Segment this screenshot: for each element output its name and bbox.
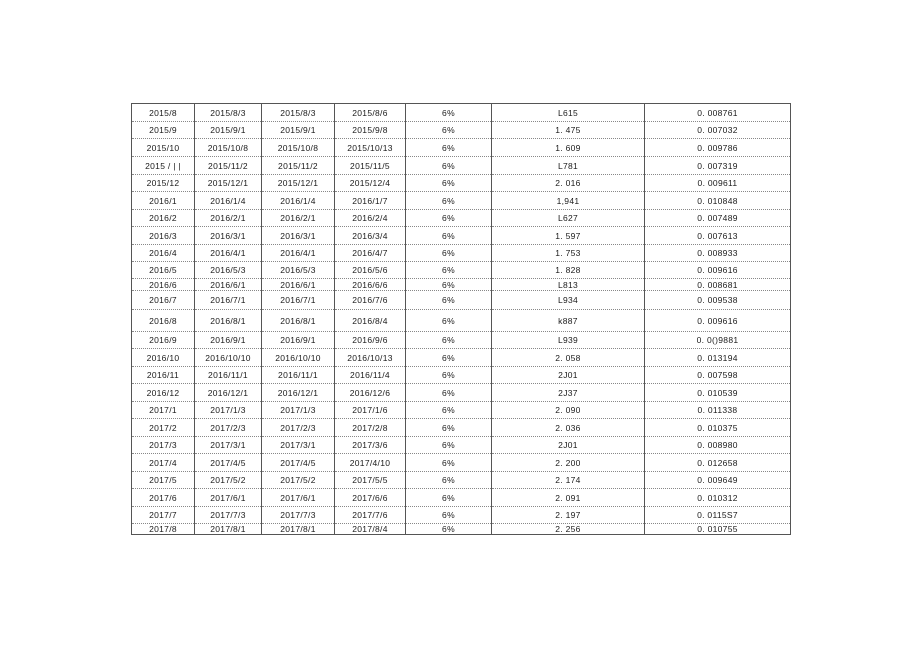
date-c-cell: 2016/4/7 xyxy=(335,245,406,262)
value-cell: 2. 256 xyxy=(492,524,645,535)
table-row xyxy=(132,367,791,384)
month-cell: 2016/11 xyxy=(132,367,195,384)
ratio-cell: 0. 010375 xyxy=(645,419,791,437)
rate-cell: 6% xyxy=(406,122,492,139)
rate-cell: 6% xyxy=(406,367,492,384)
date-b-cell: 2015/12/1 xyxy=(262,175,335,192)
table-row xyxy=(132,349,791,367)
date-c-cell: 2016/10/13 xyxy=(335,349,406,367)
ratio-cell: 0. 010539 xyxy=(645,384,791,402)
date-a-cell: 2015/8/3 xyxy=(195,104,262,122)
value-cell: L781 xyxy=(492,157,645,175)
ratio-cell: 0. 010848 xyxy=(645,192,791,210)
value-cell: 1. 609 xyxy=(492,139,645,157)
date-c-cell: 2016/6/6 xyxy=(335,279,406,291)
date-a-cell: 2016/1/4 xyxy=(195,192,262,210)
ratio-cell: 0. 007032 xyxy=(645,122,791,139)
value-cell: 2J37 xyxy=(492,384,645,402)
table-row xyxy=(132,507,791,524)
table-row xyxy=(132,437,791,454)
table-row xyxy=(132,384,791,402)
table-row xyxy=(132,291,791,310)
rate-cell: 6% xyxy=(406,472,492,489)
ratio-cell: 0. 007613 xyxy=(645,227,791,245)
table-row xyxy=(132,175,791,192)
date-b-cell: 2016/10/10 xyxy=(262,349,335,367)
table-row xyxy=(132,310,791,332)
month-cell: 2017/5 xyxy=(132,472,195,489)
value-cell: 2J01 xyxy=(492,367,645,384)
date-b-cell: 2017/5/2 xyxy=(262,472,335,489)
date-a-cell: 2017/3/1 xyxy=(195,437,262,454)
value-cell: L615 xyxy=(492,104,645,122)
date-c-cell: 2016/9/6 xyxy=(335,332,406,349)
date-b-cell: 2016/9/1 xyxy=(262,332,335,349)
ratio-cell: 0. 012658 xyxy=(645,454,791,472)
value-cell: 1. 475 xyxy=(492,122,645,139)
ratio-cell: 0. 008980 xyxy=(645,437,791,454)
value-cell: 2. 090 xyxy=(492,402,645,419)
date-c-cell: 2016/11/4 xyxy=(335,367,406,384)
value-cell: 2. 200 xyxy=(492,454,645,472)
rate-cell: 6% xyxy=(406,402,492,419)
value-cell: 2. 036 xyxy=(492,419,645,437)
month-cell: 2015/9 xyxy=(132,122,195,139)
date-c-cell: 2016/12/6 xyxy=(335,384,406,402)
value-cell: L939 xyxy=(492,332,645,349)
date-b-cell: 2017/6/1 xyxy=(262,489,335,507)
month-cell: 2017/7 xyxy=(132,507,195,524)
ratio-cell: 0. 010312 xyxy=(645,489,791,507)
value-cell: 2. 058 xyxy=(492,349,645,367)
rate-cell: 6% xyxy=(406,227,492,245)
table-row xyxy=(132,279,791,291)
rate-cell: 6% xyxy=(406,279,492,291)
ratio-cell: 0. 009616 xyxy=(645,262,791,279)
date-c-cell: 2016/3/4 xyxy=(335,227,406,245)
month-cell: 2015/12 xyxy=(132,175,195,192)
date-a-cell: 2017/5/2 xyxy=(195,472,262,489)
month-cell: 2015/10 xyxy=(132,139,195,157)
table-row xyxy=(132,524,791,535)
rate-cell: 6% xyxy=(406,489,492,507)
value-cell: 2. 016 xyxy=(492,175,645,192)
date-a-cell: 2016/2/1 xyxy=(195,210,262,227)
rate-cell: 6% xyxy=(406,210,492,227)
table-row xyxy=(132,192,791,210)
value-cell: 2. 197 xyxy=(492,507,645,524)
month-cell: 2016/3 xyxy=(132,227,195,245)
rate-cell: 6% xyxy=(406,349,492,367)
date-a-cell: 2017/4/5 xyxy=(195,454,262,472)
rate-cell: 6% xyxy=(406,524,492,535)
table-row xyxy=(132,210,791,227)
month-cell: 2016/5 xyxy=(132,262,195,279)
value-cell: 2J01 xyxy=(492,437,645,454)
ratio-cell: 0. 0()9881 xyxy=(645,332,791,349)
rate-cell: 6% xyxy=(406,175,492,192)
ratio-cell: 0. 013194 xyxy=(645,349,791,367)
month-cell: 2017/3 xyxy=(132,437,195,454)
date-b-cell: 2016/2/1 xyxy=(262,210,335,227)
date-c-cell: 2015/11/5 xyxy=(335,157,406,175)
month-cell: 2016/4 xyxy=(132,245,195,262)
date-a-cell: 2016/6/1 xyxy=(195,279,262,291)
table-row xyxy=(132,104,791,122)
date-c-cell: 2015/9/8 xyxy=(335,122,406,139)
date-c-cell: 2016/7/6 xyxy=(335,291,406,310)
table-row xyxy=(132,472,791,489)
date-a-cell: 2016/5/3 xyxy=(195,262,262,279)
date-a-cell: 2016/8/1 xyxy=(195,310,262,332)
date-b-cell: 2016/3/1 xyxy=(262,227,335,245)
date-b-cell: 2017/8/1 xyxy=(262,524,335,535)
rate-cell: 6% xyxy=(406,454,492,472)
date-a-cell: 2015/11/2 xyxy=(195,157,262,175)
date-c-cell: 2017/7/6 xyxy=(335,507,406,524)
date-b-cell: 2015/8/3 xyxy=(262,104,335,122)
ratio-cell: 0. 008681 xyxy=(645,279,791,291)
month-cell: 2017/8 xyxy=(132,524,195,535)
date-b-cell: 2015/10/8 xyxy=(262,139,335,157)
table-row xyxy=(132,157,791,175)
date-c-cell: 2017/8/4 xyxy=(335,524,406,535)
date-a-cell: 2016/12/1 xyxy=(195,384,262,402)
rate-cell: 6% xyxy=(406,192,492,210)
month-cell: 2017/6 xyxy=(132,489,195,507)
ratio-cell: 0. 009616 xyxy=(645,310,791,332)
value-cell: k887 xyxy=(492,310,645,332)
date-a-cell: 2017/2/3 xyxy=(195,419,262,437)
ratio-cell: 0. 007489 xyxy=(645,210,791,227)
table-row xyxy=(132,262,791,279)
date-c-cell: 2017/5/5 xyxy=(335,472,406,489)
date-b-cell: 2016/7/1 xyxy=(262,291,335,310)
rate-cell: 6% xyxy=(406,104,492,122)
rate-cell: 6% xyxy=(406,245,492,262)
table-row xyxy=(132,489,791,507)
rate-cell: 6% xyxy=(406,262,492,279)
data-table xyxy=(131,103,791,535)
date-b-cell: 2016/11/1 xyxy=(262,367,335,384)
date-c-cell: 2017/6/6 xyxy=(335,489,406,507)
ratio-cell: 0. 009786 xyxy=(645,139,791,157)
value-cell: 1. 597 xyxy=(492,227,645,245)
rate-cell: 6% xyxy=(406,291,492,310)
date-b-cell: 2016/5/3 xyxy=(262,262,335,279)
date-a-cell: 2016/10/10 xyxy=(195,349,262,367)
date-b-cell: 2016/8/1 xyxy=(262,310,335,332)
table-row xyxy=(132,139,791,157)
date-c-cell: 2016/8/4 xyxy=(335,310,406,332)
date-c-cell: 2016/1/7 xyxy=(335,192,406,210)
date-a-cell: 2017/8/1 xyxy=(195,524,262,535)
table-row xyxy=(132,454,791,472)
date-b-cell: 2017/2/3 xyxy=(262,419,335,437)
date-a-cell: 2015/9/1 xyxy=(195,122,262,139)
rate-cell: 6% xyxy=(406,384,492,402)
date-a-cell: 2016/3/1 xyxy=(195,227,262,245)
month-cell: 2015 / | | xyxy=(132,157,195,175)
month-cell: 2016/7 xyxy=(132,291,195,310)
value-cell: L934 xyxy=(492,291,645,310)
date-b-cell: 2015/11/2 xyxy=(262,157,335,175)
value-cell: L627 xyxy=(492,210,645,227)
rate-cell: 6% xyxy=(406,507,492,524)
ratio-cell: 0. 010755 xyxy=(645,524,791,535)
rate-cell: 6% xyxy=(406,437,492,454)
table-row xyxy=(132,227,791,245)
date-b-cell: 2016/1/4 xyxy=(262,192,335,210)
date-b-cell: 2017/1/3 xyxy=(262,402,335,419)
month-cell: 2017/2 xyxy=(132,419,195,437)
date-c-cell: 2017/1/6 xyxy=(335,402,406,419)
rate-cell: 6% xyxy=(406,332,492,349)
date-b-cell: 2017/3/1 xyxy=(262,437,335,454)
table-row xyxy=(132,122,791,139)
table-row xyxy=(132,419,791,437)
ratio-cell: 0. 007598 xyxy=(645,367,791,384)
ratio-cell: 0. 008933 xyxy=(645,245,791,262)
ratio-cell: 0. 007319 xyxy=(645,157,791,175)
date-c-cell: 2016/5/6 xyxy=(335,262,406,279)
date-c-cell: 2016/2/4 xyxy=(335,210,406,227)
date-a-cell: 2015/12/1 xyxy=(195,175,262,192)
table-row xyxy=(132,402,791,419)
ratio-cell: 0. 0115S7 xyxy=(645,507,791,524)
date-c-cell: 2017/3/6 xyxy=(335,437,406,454)
date-c-cell: 2017/4/10 xyxy=(335,454,406,472)
value-cell: 1,941 xyxy=(492,192,645,210)
date-b-cell: 2017/4/5 xyxy=(262,454,335,472)
month-cell: 2016/1 xyxy=(132,192,195,210)
date-c-cell: 2015/8/6 xyxy=(335,104,406,122)
value-cell: 1. 753 xyxy=(492,245,645,262)
month-cell: 2017/4 xyxy=(132,454,195,472)
date-a-cell: 2017/1/3 xyxy=(195,402,262,419)
ratio-cell: 0. 009611 xyxy=(645,175,791,192)
month-cell: 2015/8 xyxy=(132,104,195,122)
date-a-cell: 2016/9/1 xyxy=(195,332,262,349)
table-row xyxy=(132,245,791,262)
month-cell: 2016/2 xyxy=(132,210,195,227)
date-a-cell: 2016/11/1 xyxy=(195,367,262,384)
date-a-cell: 2015/10/8 xyxy=(195,139,262,157)
month-cell: 2016/8 xyxy=(132,310,195,332)
ratio-cell: 0. 009649 xyxy=(645,472,791,489)
date-a-cell: 2017/7/3 xyxy=(195,507,262,524)
month-cell: 2016/10 xyxy=(132,349,195,367)
month-cell: 2016/12 xyxy=(132,384,195,402)
date-a-cell: 2017/6/1 xyxy=(195,489,262,507)
rate-cell: 6% xyxy=(406,310,492,332)
ratio-cell: 0. 011338 xyxy=(645,402,791,419)
date-b-cell: 2017/7/3 xyxy=(262,507,335,524)
date-c-cell: 2017/2/8 xyxy=(335,419,406,437)
date-b-cell: 2015/9/1 xyxy=(262,122,335,139)
rate-cell: 6% xyxy=(406,139,492,157)
date-c-cell: 2015/12/4 xyxy=(335,175,406,192)
date-a-cell: 2016/7/1 xyxy=(195,291,262,310)
rate-cell: 6% xyxy=(406,157,492,175)
date-b-cell: 2016/12/1 xyxy=(262,384,335,402)
date-b-cell: 2016/6/1 xyxy=(262,279,335,291)
ratio-cell: 0. 009538 xyxy=(645,291,791,310)
table-row xyxy=(132,332,791,349)
value-cell: 2. 174 xyxy=(492,472,645,489)
month-cell: 2016/9 xyxy=(132,332,195,349)
month-cell: 2016/6 xyxy=(132,279,195,291)
value-cell: 2. 091 xyxy=(492,489,645,507)
value-cell: 1. 828 xyxy=(492,262,645,279)
date-c-cell: 2015/10/13 xyxy=(335,139,406,157)
date-a-cell: 2016/4/1 xyxy=(195,245,262,262)
ratio-cell: 0. 008761 xyxy=(645,104,791,122)
date-b-cell: 2016/4/1 xyxy=(262,245,335,262)
rate-cell: 6% xyxy=(406,419,492,437)
month-cell: 2017/1 xyxy=(132,402,195,419)
table-body xyxy=(132,104,791,535)
value-cell: L813 xyxy=(492,279,645,291)
